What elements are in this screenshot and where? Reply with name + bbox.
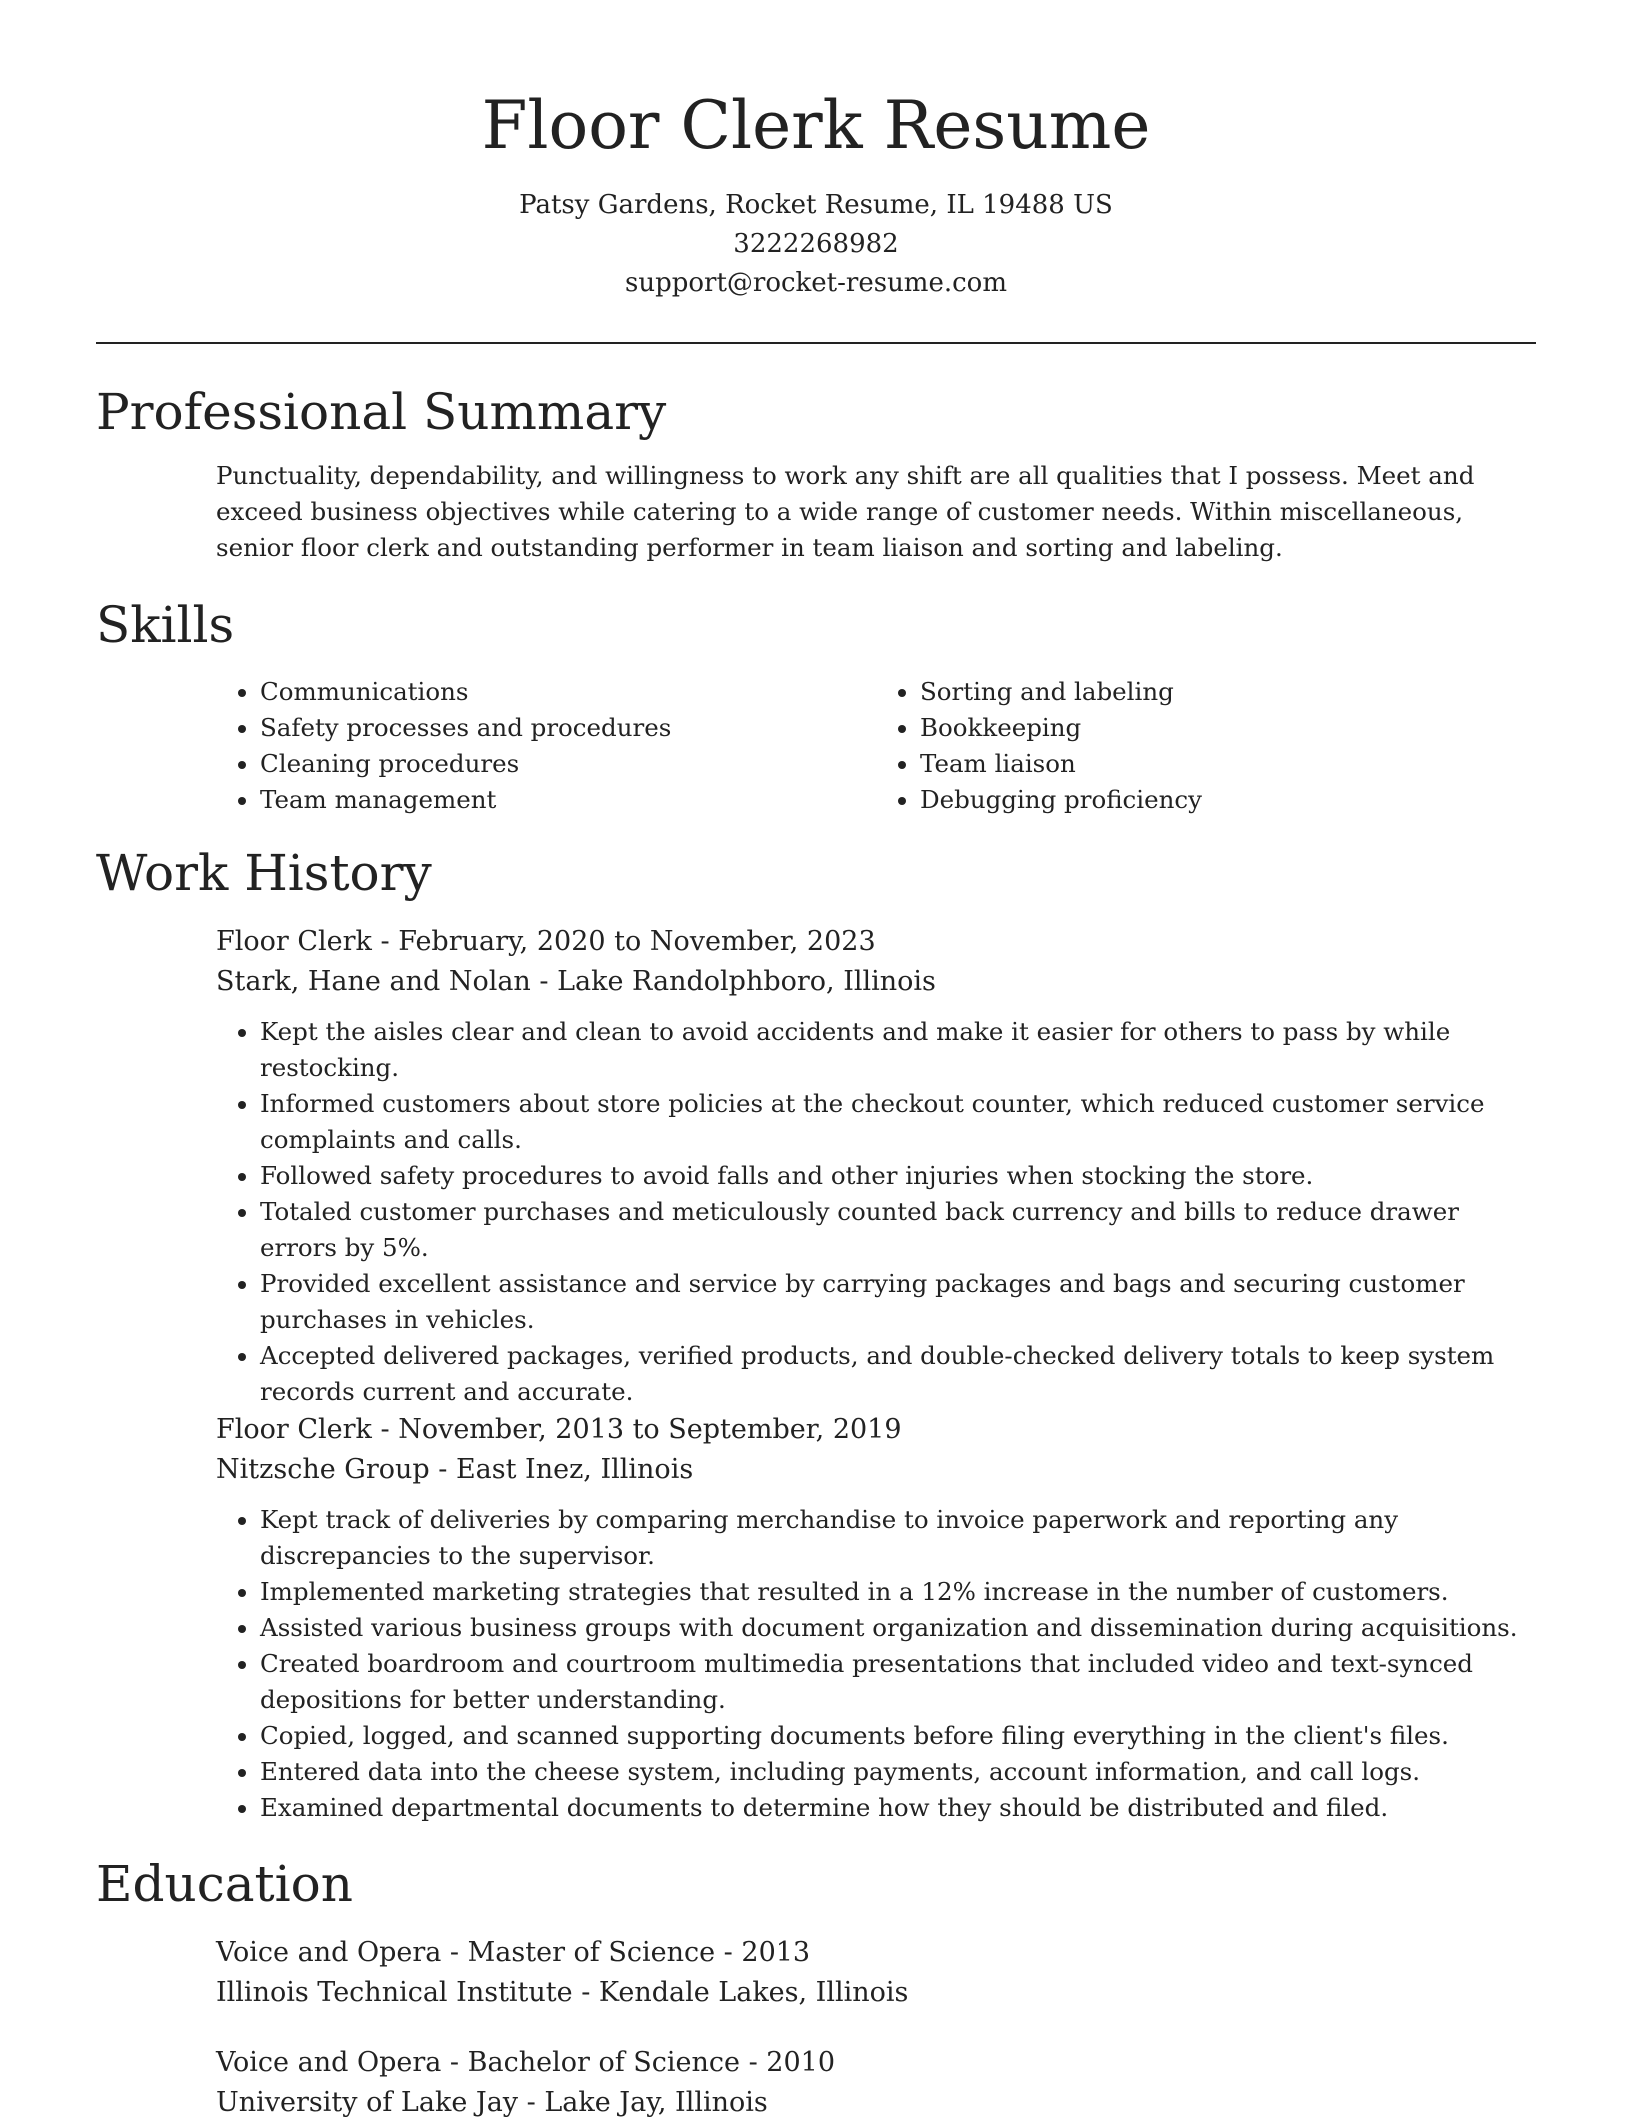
school-line: University of Lake Jay - Lake Jay, Illinois xyxy=(216,2087,768,2118)
job-bullet: • Implemented marketing strategies that resulted in a 12% increase in the number of customers. xyxy=(260,1574,1536,1610)
skill-item: • Bookkeeping xyxy=(920,710,1536,746)
job-company-line: Nitzsche Group - East Inez, Illinois xyxy=(216,1454,694,1485)
job-title-line: Floor Clerk - February, 2020 to November, 2023 xyxy=(216,926,876,957)
job-company-line: Stark, Hane and Nolan - Lake Randolphboro, Illinois xyxy=(216,966,936,997)
job-entry xyxy=(216,922,1536,1410)
job-bullet: • Accepted delivered packages, verified products, and double-checked delivery totals to keep system records current and accurate. xyxy=(260,1338,1536,1410)
education-entry xyxy=(216,1933,1536,2013)
resume-title: Floor Clerk Resume xyxy=(481,87,1151,164)
job-bullet: • Kept the aisles clear and clean to avoid accidents and make it easier for others to pass by while restocking. xyxy=(260,1014,1536,1086)
address: Patsy Gardens, Rocket Resume, IL 19488 US xyxy=(519,190,1113,220)
resume-header xyxy=(96,78,1536,303)
job-bullets xyxy=(216,1014,1536,1410)
degree-line: Voice and Opera - Bachelor of Science - 2010 xyxy=(216,2047,835,2078)
skill-item: • Sorting and labeling xyxy=(920,674,1536,710)
skill-item: • Team management xyxy=(260,782,876,818)
job-entry xyxy=(216,1410,1536,1826)
skills-section xyxy=(216,674,1536,818)
summary-heading: Professional Summary xyxy=(96,383,667,441)
job-bullet: • Followed safety procedures to avoid falls and other injuries when stocking the store. xyxy=(260,1158,1536,1194)
skill-item: • Team liaison xyxy=(920,746,1536,782)
skill-item: • Cleaning procedures xyxy=(260,746,876,782)
skills-list-right xyxy=(876,674,1536,818)
skills-heading: Skills xyxy=(96,596,235,654)
job-bullet: • Informed customers about store policies at the checkout counter, which reduced customer service complaints and calls. xyxy=(260,1086,1536,1158)
summary-text: Punctuality, dependability, and willingness to work any shift are all qualities that I possess. Meet and exceed business objectives while catering to a wide range of customer needs. Within miscellaneous, senior floor clerk and outstanding performer in team liaison and sorting and labeling. xyxy=(216,461,1475,562)
job-bullets xyxy=(216,1502,1536,1826)
skill-item: • Debugging proficiency xyxy=(920,782,1536,818)
skill-item: • Safety processes and procedures xyxy=(260,710,876,746)
job-bullet: • Totaled customer purchases and meticulously counted back currency and bills to reduce drawer errors by 5%. xyxy=(260,1194,1536,1266)
education-entry xyxy=(216,2043,1536,2123)
degree-line: Voice and Opera - Master of Science - 2013 xyxy=(216,1937,811,1968)
skill-item: • Communications xyxy=(260,674,876,710)
header-divider xyxy=(96,342,1536,344)
job-bullet: • Copied, logged, and scanned supporting documents before filing everything in the client's files. xyxy=(260,1718,1536,1754)
job-bullet: • Provided excellent assistance and service by carrying packages and bags and securing customer purchases in vehicles. xyxy=(260,1266,1536,1338)
contact-info xyxy=(96,186,1536,303)
skills-list-left xyxy=(216,674,876,818)
job-bullet: • Assisted various business groups with document organization and dissemination during acquisitions. xyxy=(260,1610,1536,1646)
school-line: Illinois Technical Institute - Kendale Lakes, Illinois xyxy=(216,1977,909,2008)
email: support@rocket-resume.com xyxy=(624,268,1007,298)
job-bullet: • Created boardroom and courtroom multimedia presentations that included video and text-synced depositions for better understanding. xyxy=(260,1646,1536,1718)
job-bullet: • Kept track of deliveries by comparing merchandise to invoice paperwork and reporting any discrepancies to the supervisor. xyxy=(260,1502,1536,1574)
job-bullet: • Examined departmental documents to determine how they should be distributed and filed. xyxy=(260,1790,1536,1826)
job-bullet: • Entered data into the cheese system, including payments, account information, and call logs. xyxy=(260,1754,1536,1790)
work-history-heading: Work History xyxy=(96,844,432,902)
phone: 3222268982 xyxy=(733,229,899,259)
job-title-line: Floor Clerk - November, 2013 to September, 2019 xyxy=(216,1414,902,1445)
summary-section xyxy=(216,458,1536,566)
education-heading: Education xyxy=(96,1855,353,1913)
